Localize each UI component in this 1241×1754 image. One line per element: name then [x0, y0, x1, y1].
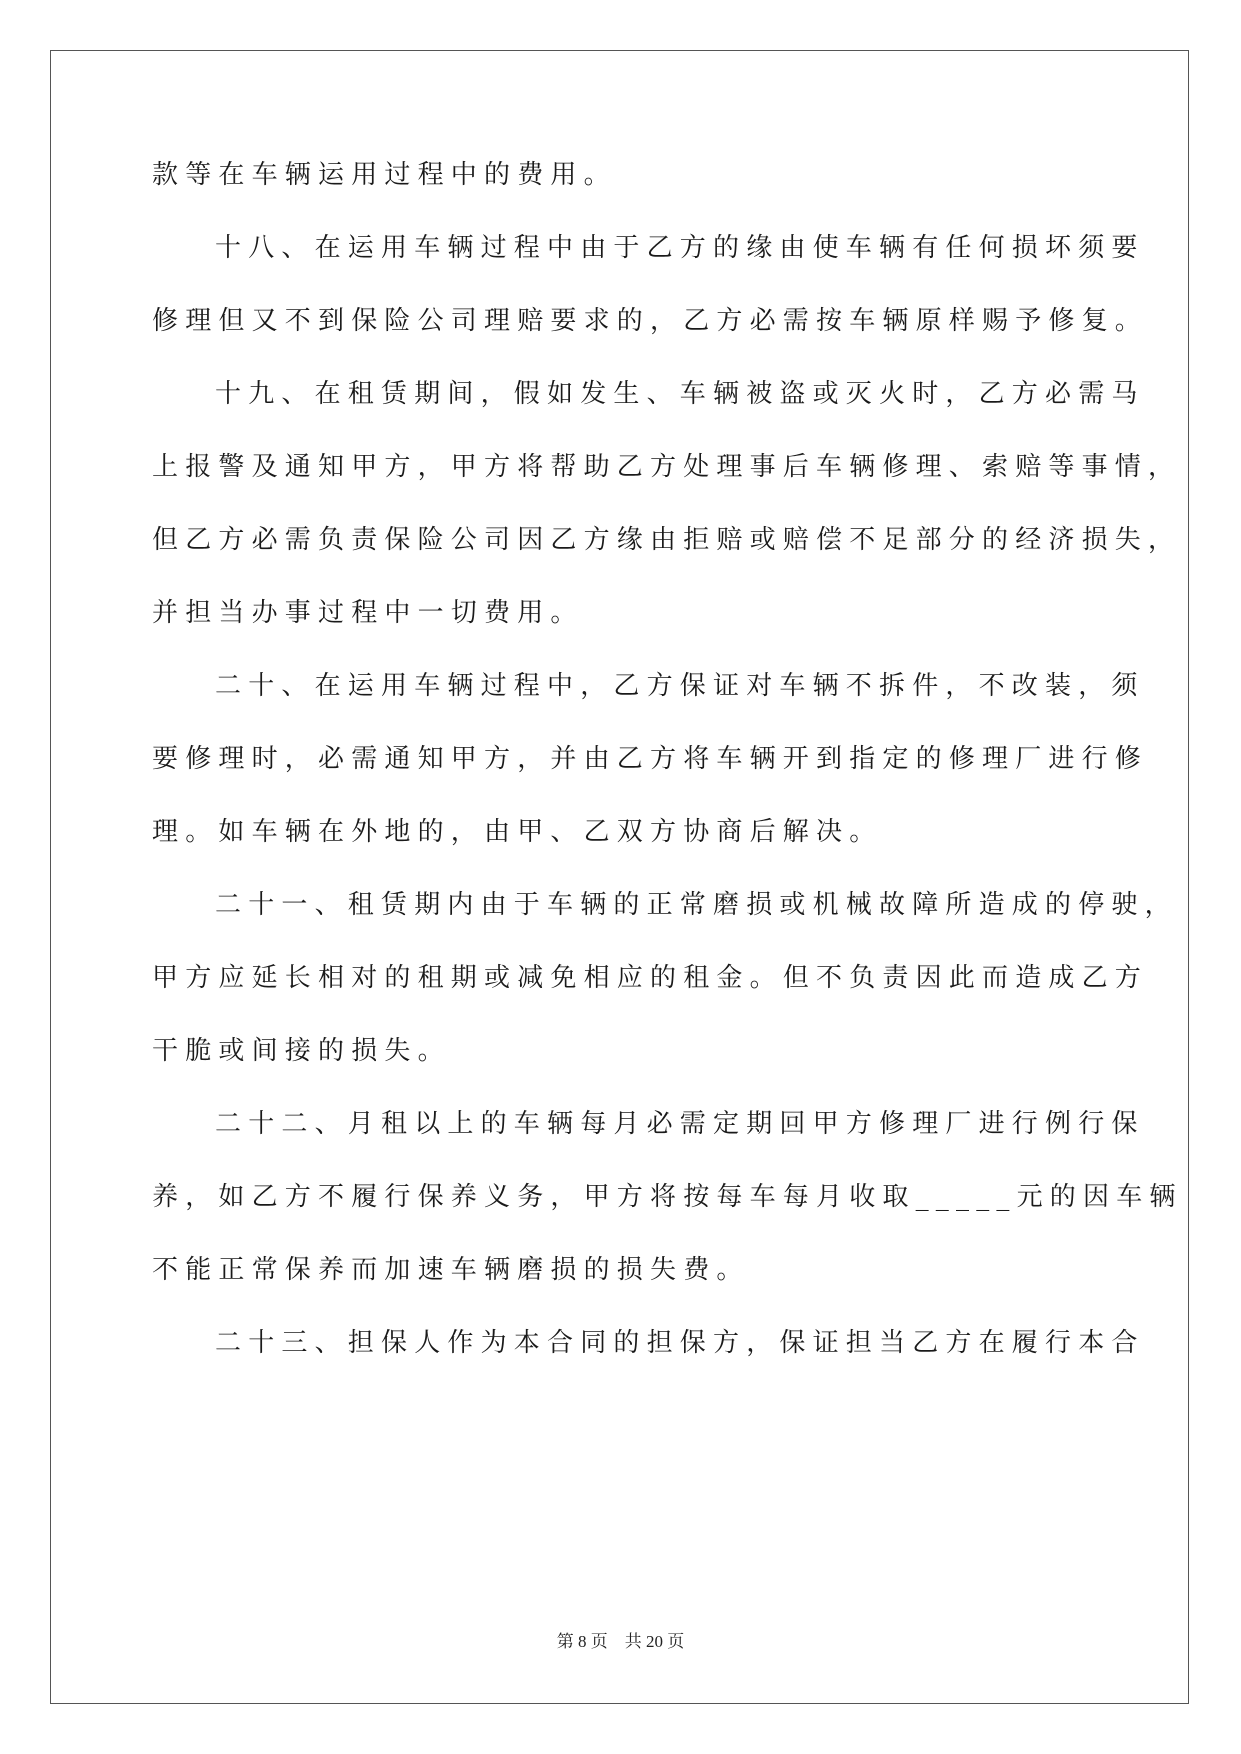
text-line: 二十、在运用车辆过程中，乙方保证对车辆不拆件，不改装，须 — [215, 671, 1145, 701]
text-line: 二十一、租赁期内由于车辆的正常磨损或机械故障所造成的停驶， — [215, 890, 1178, 920]
text-line: 修理但又不到保险公司理赔要求的，乙方必需按车辆原样赐予修复。 — [152, 306, 1149, 336]
text-line: 理。如车辆在外地的，由甲、乙双方协商后解决。 — [152, 817, 883, 847]
page-total: 共 20 页 — [624, 1632, 685, 1651]
page-footer — [0, 1627, 1241, 1652]
page-number: 第 8 页 — [556, 1632, 608, 1651]
text-line: 不能正常保养而加速车辆磨损的损失费。 — [152, 1255, 750, 1285]
text-line: 要修理时，必需通知甲方，并由乙方将车辆开到指定的修理厂进行修 — [152, 744, 1149, 774]
text-line: 干脆或间接的损失。 — [152, 1036, 451, 1066]
page-border — [50, 50, 1189, 1704]
text-line: 十九、在租赁期间，假如发生、车辆被盗或灭火时，乙方必需马 — [215, 379, 1145, 409]
text-line: 二十二、月租以上的车辆每月必需定期回甲方修理厂进行例行保 — [215, 1109, 1145, 1139]
text-line: 款等在车辆运用过程中的费用。 — [152, 160, 617, 190]
text-line: 上报警及通知甲方，甲方将帮助乙方处理事后车辆修理、索赔等事情， — [152, 452, 1182, 482]
text-line: 并担当办事过程中一切费用。 — [152, 598, 584, 628]
text-line: 但乙方必需负责保险公司因乙方缘由拒赔或赔偿不足部分的经济损失， — [152, 525, 1182, 555]
text-line: 二十三、担保人作为本合同的担保方，保证担当乙方在履行本合 — [215, 1328, 1145, 1358]
text-line: 甲方应延长相对的租期或减免相应的租金。但不负责因此而造成乙方 — [152, 963, 1149, 993]
text-line: 十八、在运用车辆过程中由于乙方的缘由使车辆有任何损坏须要 — [215, 233, 1145, 263]
text-line: 养，如乙方不履行保养义务，甲方将按每车每月收取_____元的因车辆 — [152, 1182, 1183, 1212]
